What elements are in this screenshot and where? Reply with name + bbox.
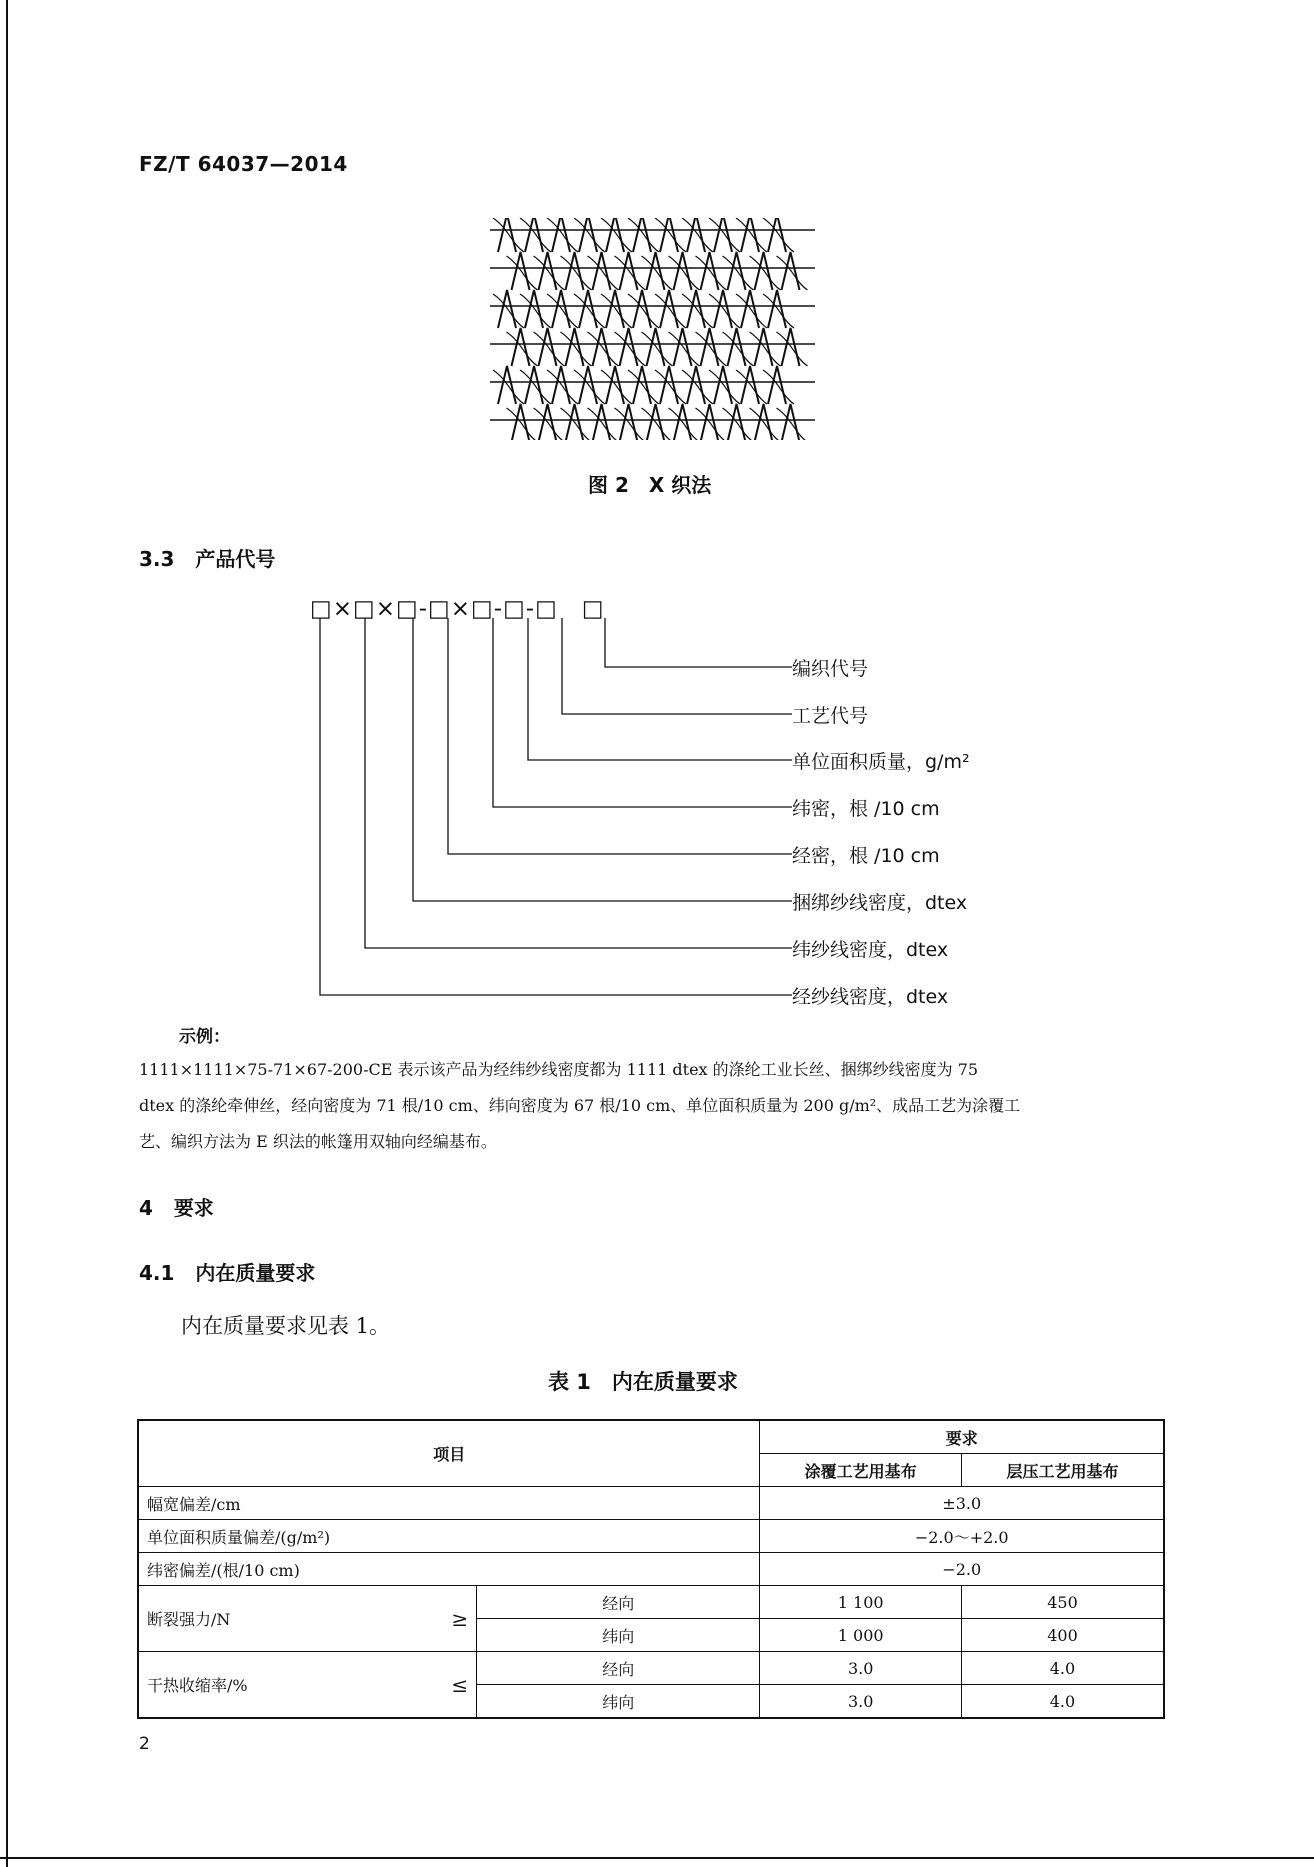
x-weave-figure: [490, 218, 815, 440]
table-header-row: [138, 1420, 1164, 1454]
weave-loop: [660, 218, 678, 252]
header-item: 项目: [138, 1420, 760, 1487]
row-direction: 纬向: [477, 1685, 760, 1719]
section-3-3-heading: [139, 543, 275, 572]
example-line-1: 1111×1111×75-71×67-200-CE 表示该产品为经纬纱线密度都为 1111 dtex 的涤纶工业长丝、捆绑纱线密度为 75: [139, 1060, 979, 1079]
row-direction: 经向: [477, 1652, 760, 1685]
weave-loop: [552, 218, 570, 252]
label-weft-yarn: 纬纱线密度，dtex: [792, 939, 949, 961]
row-label: [138, 1652, 476, 1719]
table-row: [138, 1520, 1164, 1553]
row-coated: 1 000: [760, 1619, 962, 1652]
row-value: −2.0: [760, 1553, 1164, 1586]
weave-loop: [633, 218, 651, 252]
row-laminated: 400: [961, 1619, 1164, 1652]
table-row: [138, 1586, 1164, 1619]
section-title: 产品代号: [195, 547, 276, 571]
label-warp-density: 经密，根 /10 cm: [792, 845, 940, 867]
row-label: [138, 1586, 476, 1652]
row-coated: 3.0: [760, 1685, 962, 1719]
code-template: □×□×□-□×□-□-□ □: [310, 596, 605, 622]
row-label: 纬密偏差/(根/10 cm): [138, 1553, 760, 1586]
weave-loop: [606, 218, 624, 252]
row-laminated: 4.0: [961, 1652, 1164, 1685]
page-bottom-border: [0, 1857, 1314, 1859]
row-laminated: 450: [961, 1586, 1164, 1619]
page-left-border: [6, 0, 8, 1867]
weave-loop: [687, 218, 705, 252]
x-weave-loops: [493, 218, 808, 440]
table-row: [138, 1553, 1164, 1586]
row-coated: 3.0: [760, 1652, 962, 1685]
weave-loop: [741, 218, 759, 252]
section-4-1-paragraph: 内在质量要求见表 1。: [181, 1314, 391, 1338]
label-warp-yarn: 经纱线密度，dtex: [792, 986, 949, 1008]
product-code-diagram: [300, 590, 1020, 1010]
row-direction: 经向: [477, 1586, 760, 1619]
section-number: 4.1: [139, 1261, 175, 1285]
table-row: [138, 1652, 1164, 1685]
label-binding-yarn: 捆绑纱线密度，dtex: [792, 892, 968, 914]
row-laminated: 4.0: [961, 1685, 1164, 1719]
weave-loop: [525, 218, 543, 252]
weave-loop: [768, 218, 786, 252]
example-title: 示例：: [179, 1027, 230, 1047]
section-title: 要求: [173, 1196, 214, 1220]
row-value: ±3.0: [760, 1487, 1164, 1520]
row-operator: ≤: [451, 1672, 469, 1697]
row-label: 幅宽偏差/cm: [138, 1487, 760, 1520]
row-label-text: 断裂强力/N: [147, 1610, 231, 1629]
row-value: −2.0～+2.0: [760, 1520, 1164, 1553]
header-requirement: 要求: [760, 1420, 1164, 1454]
standard-code: FZ/T 64037—2014: [139, 152, 348, 176]
weave-loop: [714, 218, 732, 252]
example-line-3: 艺、编织方法为 E 织法的帐篷用双轴向经编基布。: [139, 1132, 497, 1151]
row-operator: ≥: [451, 1606, 469, 1631]
row-coated: 1 100: [760, 1586, 962, 1619]
label-process-code: 工艺代号: [792, 705, 869, 727]
requirements-table: [137, 1419, 1165, 1719]
header-coated: 涂覆工艺用基布: [760, 1454, 962, 1487]
section-4-1-heading: [139, 1257, 315, 1286]
figure-caption: 图 2 X 织法: [588, 473, 712, 497]
section-number: 4: [139, 1196, 153, 1220]
header-laminated: 层压工艺用基布: [961, 1454, 1164, 1487]
section-title: 内在质量要求: [195, 1261, 316, 1285]
section-4-heading: [139, 1192, 214, 1221]
weave-loop: [579, 218, 597, 252]
label-weave-code: 编织代号: [792, 658, 869, 680]
row-label: 单位面积质量偏差/(g/m²): [138, 1520, 760, 1553]
row-direction: 纬向: [477, 1619, 760, 1652]
page-number: 2: [139, 1734, 150, 1754]
label-areal-mass: 单位面积质量，g/m²: [792, 751, 970, 773]
example-line-2: dtex 的涤纶牵伸丝，经向密度为 71 根/10 cm、纬向密度为 67 根/10 cm、单位面积质量为 200 g/m²、成品工艺为涂覆工: [139, 1096, 1021, 1115]
section-number: 3.3: [139, 547, 175, 571]
row-label-text: 干热收缩率/%: [147, 1676, 248, 1695]
weave-loop: [498, 218, 516, 252]
table-1-title: 表 1 内在质量要求: [548, 1370, 738, 1394]
table-row: [138, 1487, 1164, 1520]
label-weft-density: 纬密，根 /10 cm: [792, 798, 940, 820]
